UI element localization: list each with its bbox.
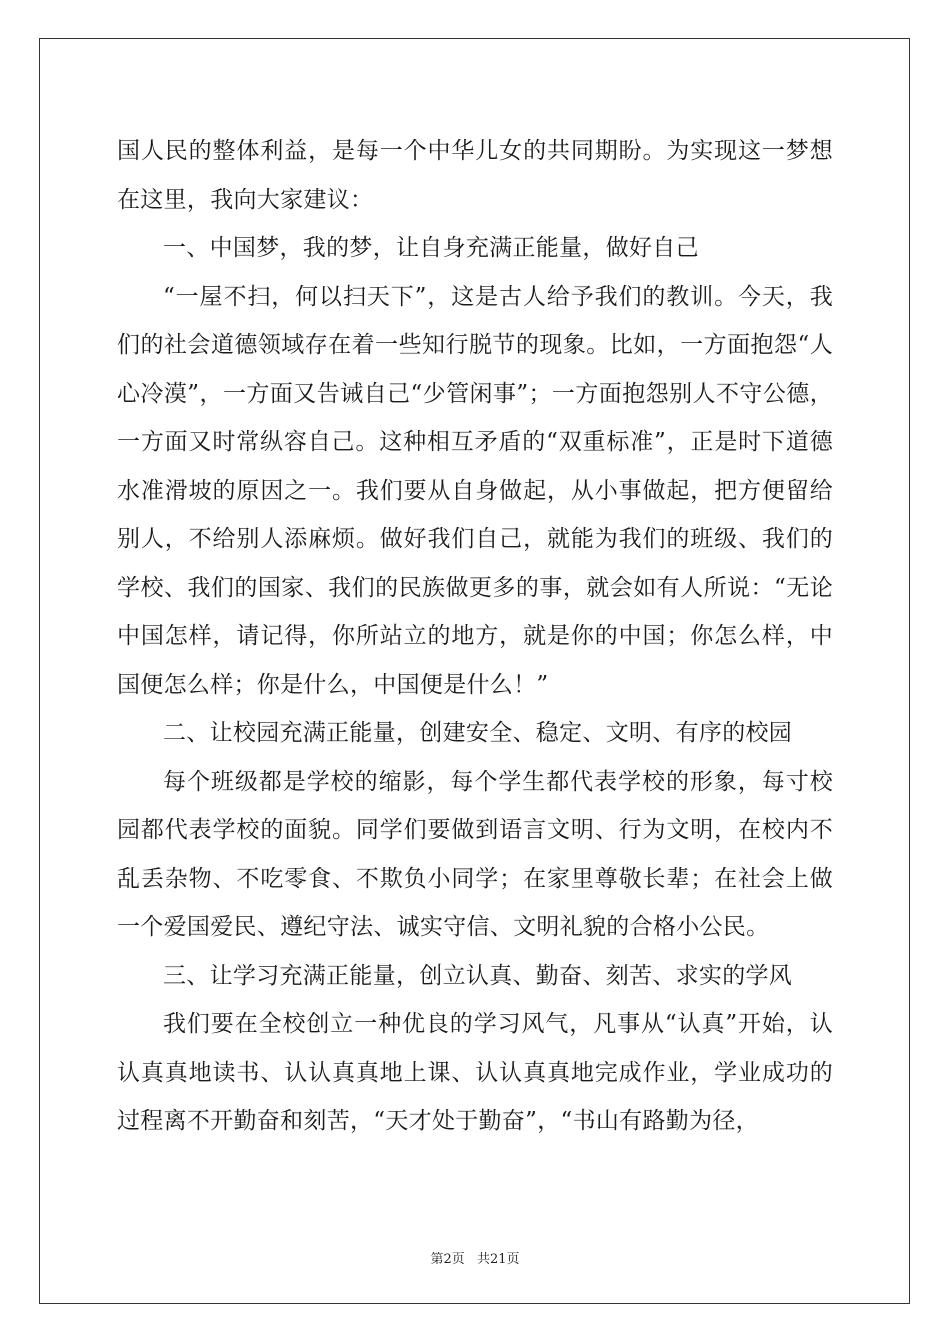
page-footer — [0, 1248, 950, 1267]
heading-section-1: 一、中国梦，我的梦，让自身充满正能量，做好自己 — [163, 235, 699, 261]
heading-section-3: 三、让学习充满正能量，创立认真、勤奋、刻苦、求实的学风 — [163, 962, 793, 989]
paragraph-section-1: “一屋不扫，何以扫天下”，这是古人给予我们的教训。今天，我们的社会道德领域存在着一些知行脱节的现象。比如，一方面抱怨“人心冷漠”，一方面又告诫自己“少管闲事”；一方面抱怨别人不守公德，一方面又时常纵容自己。这种相互矛盾的“双重标准”，正是时下道德水准滑坡的原因之一。我们要从自身做起，从小事做起，把方便留给别人，不给别人添麻烦。做好我们自己，就能为我们的班级、我们的学校、我们的国家、我们的民族做更多的事，就会如有人所说：“无论中国怎样，请记得，你所站立的地方，就是你的中国；你怎么样，中国便怎么样；你是什么，中国便是什么！” — [117, 283, 833, 698]
current-page-label: 第2页 — [430, 1252, 465, 1267]
paragraph-section-3: 我们要在全校创立一种优良的学习风气，凡事从“认真”开始，认认真真地读书、认认真真地上课、认认真真地完成作业，学业成功的过程离不开勤奋和刻苦，“天才处于勤奋”，“书山有路勤为径， — [117, 1011, 833, 1134]
paragraph-section-2: 每个班级都是学校的缩影，每个学生都代表学校的形象，每寸校园都代表学校的面貌。同学们要做到语言文明、行为文明，在校内不乱丢杂物、不吃零食、不欺负小同学；在家里尊敬长辈；在社会上做一个爱国爱民、遵纪守法、诚实守信、文明礼貌的合格小公民。 — [117, 768, 833, 940]
document-body — [117, 127, 833, 1146]
paragraph-intro: 国人民的整体利益，是每一个中华儿女的共同期盼。为实现这一梦想在这里，我向大家建议： — [117, 138, 833, 213]
total-pages-label: 共21页 — [476, 1252, 520, 1267]
heading-section-2: 二、让校园充满正能量，创建安全、稳定、文明、有序的校园 — [163, 720, 793, 746]
